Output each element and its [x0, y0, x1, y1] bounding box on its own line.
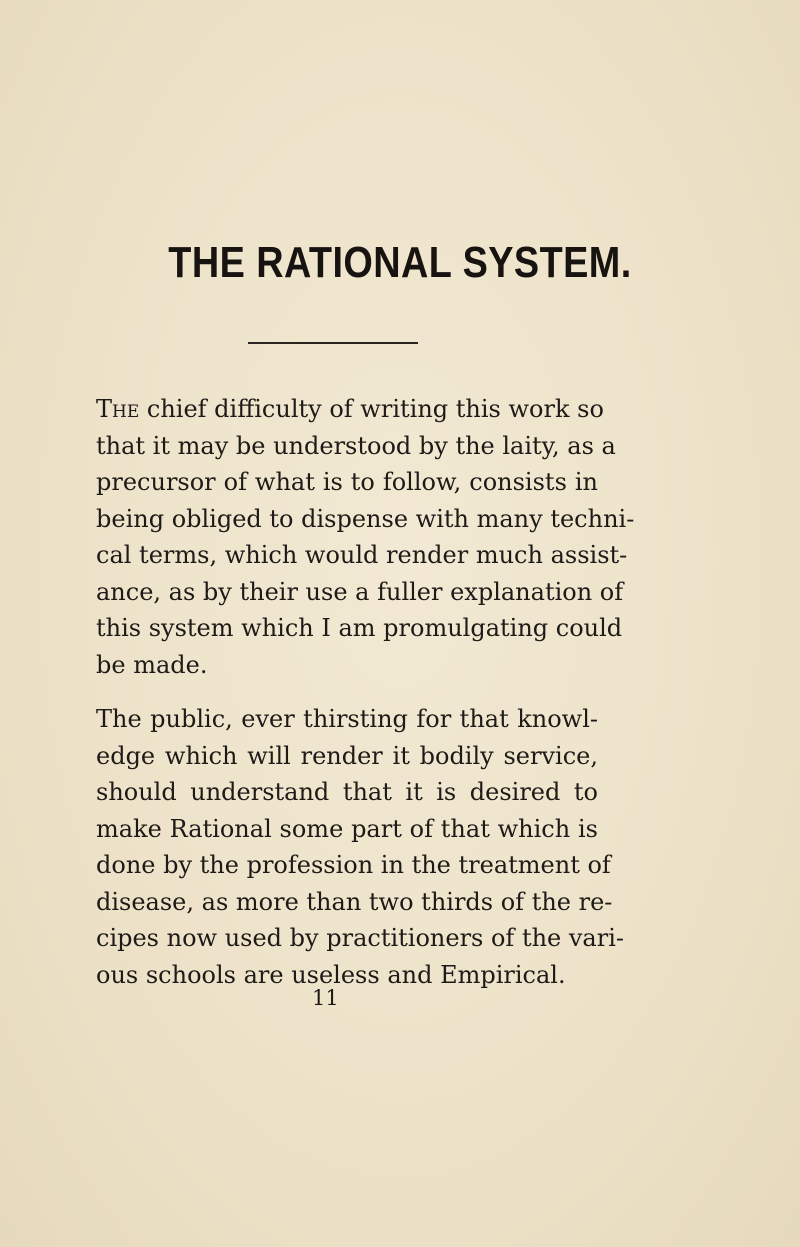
chapter-title: THE RATIONAL SYSTEM. [168, 238, 632, 287]
paragraph-line: ous schools are useless and Empirical. [96, 960, 566, 989]
paragraph-line: edge which will render it bodily service, [96, 741, 598, 770]
page-number: 11 [312, 986, 339, 1010]
paragraph-line [96, 391, 604, 428]
paragraph-line: that it may be understood by the laity, as a [96, 431, 616, 460]
paragraph-lead-word: The [96, 395, 140, 423]
paragraph-line: be made. [96, 650, 208, 679]
paragraph-line: should understand that it is desired to [96, 778, 598, 806]
paragraph-line-text: chief difficulty of writing this work so [139, 395, 604, 423]
paragraph-1 [96, 391, 635, 683]
paragraph-line: being obliged to dispense with many techni- [96, 504, 635, 533]
paragraph-line: precursor of what is to follow, consists in [96, 468, 598, 496]
paragraph-line: ance, as by their use a fuller explanation of [96, 577, 624, 606]
paragraph-line: this system which I am promulgating could [96, 614, 623, 642]
paragraph-2 [96, 701, 624, 993]
paragraph-line: The public, ever thirsting for that knowl- [96, 705, 598, 733]
paragraph-line: make Rational some part of that which is [96, 814, 598, 843]
paragraph-line: cipes now used by practitioners of the vari- [96, 924, 624, 952]
paragraph-line: disease, as more than two thirds of the re- [96, 887, 613, 916]
paragraph-line: done by the profession in the treatment of [96, 851, 611, 879]
title-rule [248, 342, 418, 344]
paragraph-line: cal terms, which would render much assist- [96, 541, 628, 569]
